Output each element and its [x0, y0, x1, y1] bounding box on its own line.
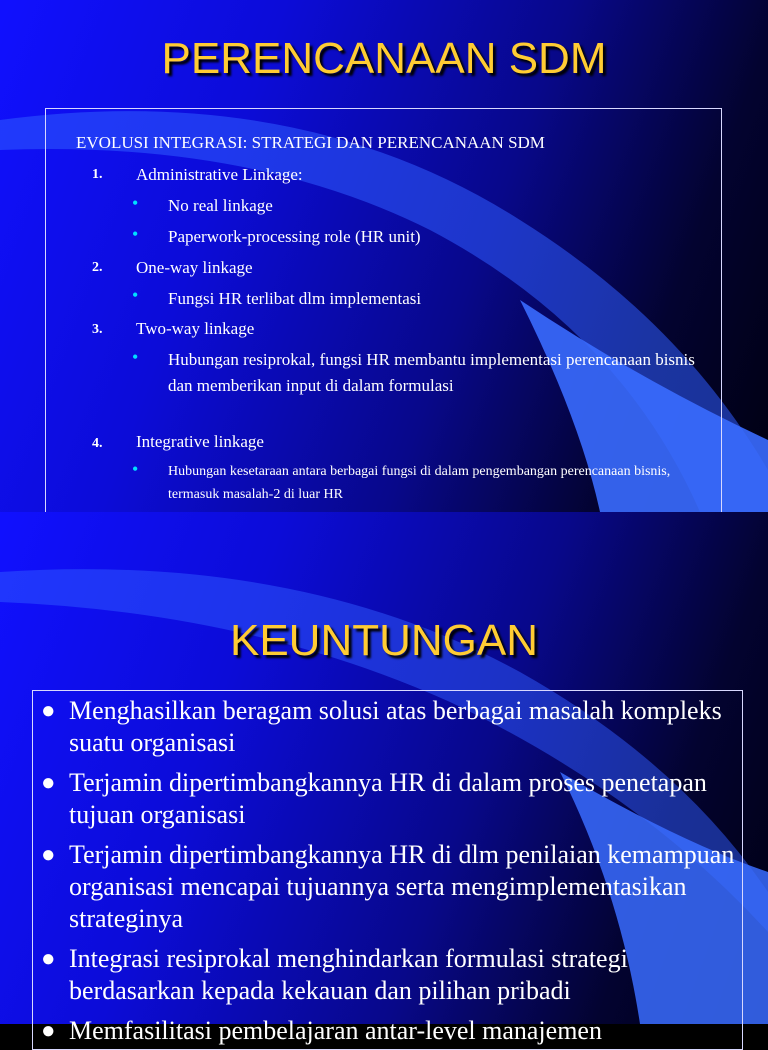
slide-2 — [0, 512, 768, 1045]
bullet-icon: • — [132, 459, 139, 479]
bullet-icon: • — [132, 224, 139, 244]
content-box-2 — [32, 690, 743, 1050]
sub-item: Hubungan resiprokal, fungsi HR membantu implementasi perencanaan bisnis dan memberikan input di dalam formulasi — [168, 350, 695, 395]
list-item: Two-way linkage — [136, 319, 255, 338]
bullet-text: Terjamin dipertimbangkannya HR di dlm penilaian kemampuan organisasi mencapai tujuannya serta mengimplementasikan strateginya — [69, 840, 735, 933]
list-number: 4. — [92, 436, 103, 451]
bullet-icon: ● — [41, 946, 56, 972]
bullet-icon: ● — [41, 1018, 56, 1044]
bullet-icon: • — [132, 285, 139, 305]
bullet-icon: ● — [41, 698, 56, 724]
list-item: Administrative Linkage: — [136, 165, 303, 184]
bullet-icon: • — [132, 347, 139, 367]
bullet-icon: ● — [41, 842, 56, 868]
bullet-text: Memfasilitasi pembelajaran antar-level manajemen — [69, 1016, 602, 1045]
content-box-1 — [45, 108, 722, 546]
bullet-text: Integrasi resiprokal menghindarkan formulasi strategi berdasarkan kepada kekauan dan pilihan pribadi — [69, 944, 628, 1005]
slide-2-title: KEUNTUNGAN — [229, 616, 539, 665]
bullet-text: Terjamin dipertimbangkannya HR di dalam proses penetapan tujuan organisasi — [69, 768, 707, 829]
sub-item: Fungsi HR terlibat dlm implementasi — [168, 289, 422, 308]
sub-item: Paperwork-processing role (HR unit) — [168, 227, 421, 246]
list-item: Integrative linkage — [136, 432, 264, 451]
bullet-icon: ● — [41, 770, 56, 796]
slide-1 — [0, 0, 768, 512]
section-heading: EVOLUSI INTEGRASI: STRATEGI DAN PERENCANAAN SDM — [76, 133, 545, 152]
list-number: 2. — [92, 260, 103, 275]
sub-item: Hubungan kesetaraan antara berbagai fungsi di dalam pengembangan perencanaan bisnis, termasuk masalah-2 di luar HR — [168, 464, 671, 502]
list-item: One-way linkage — [136, 258, 253, 277]
sub-item: No real linkage — [168, 196, 273, 215]
slide-1-title: PERENCANAAN SDM — [161, 34, 607, 83]
list-number: 1. — [92, 167, 103, 182]
bullet-icon: • — [132, 193, 139, 213]
bullet-text: Menghasilkan beragam solusi atas berbagai masalah kompleks suatu organisasi — [69, 696, 722, 757]
list-number: 3. — [92, 322, 103, 337]
